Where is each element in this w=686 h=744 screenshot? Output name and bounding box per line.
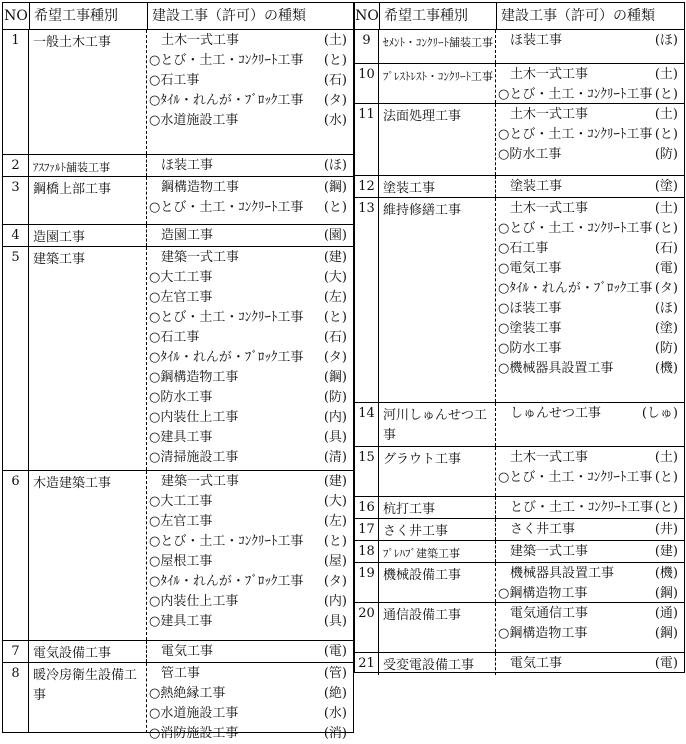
license-type-name: 管工事 [161,666,201,681]
license-type-item [496,339,684,359]
license-type-name: ○防水工事 [149,390,213,405]
license-type-abbrev: (具) [323,430,347,445]
license-type-item [496,654,684,674]
table-row [355,519,684,541]
license-type-item [147,408,353,428]
license-type-abbrev: (鋼) [654,586,678,601]
license-type-list [496,64,684,103]
right-body [355,30,684,675]
desired-work-type: 法面処理工事 [379,104,496,175]
license-type-list [496,30,684,63]
row-number: 8 [3,663,29,733]
license-type-name: ○清掃施設工事 [149,450,239,465]
license-type-item [147,532,353,552]
license-type-abbrev: (タ) [323,93,347,108]
license-type-abbrev: (大) [323,494,347,509]
row-number: 12 [355,176,379,197]
row-number: 13 [355,198,379,402]
license-type-abbrev: (と) [323,534,347,549]
license-type-name: とび・土工・ｺﾝｸﾘｰﾄ工事 [510,500,654,515]
table-row [3,225,353,247]
license-type-item [147,492,353,512]
desired-work-type: さく井工事 [379,519,496,540]
license-type-item [496,177,684,197]
license-type-abbrev: (ほ) [654,33,678,48]
license-type-name: ○とび・土工・ｺﾝｸﾘｰﾄ工事 [149,310,304,325]
license-type-name: 建築一式工事 [161,250,240,265]
license-type-list [496,198,684,402]
license-type-list [147,641,353,662]
table-row [355,603,684,653]
license-type-item [496,239,684,259]
license-type-item [496,85,684,105]
license-type-abbrev: (土) [654,107,678,122]
license-type-name: ○石工事 [498,241,549,256]
license-type-name: 建築一式工事 [161,474,240,489]
license-type-abbrev: (と) [323,53,347,68]
license-type-abbrev: (建) [323,474,347,489]
desired-work-type: 塗装工事 [379,176,496,197]
license-type-name: ○ﾀｲﾙ・れんが・ﾌﾞﾛｯｸ工事 [498,281,653,296]
license-type-item [496,404,684,424]
license-type-name: ○左官工事 [149,290,213,305]
license-type-abbrev: (しゅ) [641,406,678,421]
license-type-abbrev: (と) [654,127,678,142]
left-table [2,2,354,741]
license-type-item [147,704,353,724]
license-type-abbrev: (石) [323,73,347,88]
license-type-abbrev: (通) [654,606,678,621]
license-type-name: ○大工工事 [149,270,213,285]
desired-work-type: 建築工事 [29,247,147,470]
row-number: 19 [355,563,379,602]
license-type-abbrev: (と) [323,310,347,325]
license-type-item [496,359,684,379]
license-type-list [496,403,684,446]
license-type-abbrev: (左) [323,290,347,305]
license-type-abbrev: (土) [323,33,347,48]
license-type-abbrev: (と) [654,87,678,102]
license-type-name: ○とび・土工・ｺﾝｸﾘｰﾄ工事 [149,534,304,549]
license-type-abbrev: (園) [323,228,347,243]
license-type-name: さく井工事 [510,522,576,537]
license-type-name: ○とび・土工・ｺﾝｸﾘｰﾄ工事 [149,53,304,68]
license-type-abbrev: (左) [323,514,347,529]
desired-work-type: 造園工事 [29,225,147,246]
license-type-abbrev: (ほ) [654,301,678,316]
row-number: 6 [3,471,29,640]
license-type-name: 土木一式工事 [510,201,589,216]
license-type-name: 土木一式工事 [161,33,240,48]
license-type-item [147,512,353,532]
license-type-abbrev: (水) [323,113,347,128]
header-kind: 希望工事種別 [380,3,497,29]
license-type-abbrev: (タ) [323,350,347,365]
license-type-name: 造園工事 [161,228,214,243]
license-type-item [147,178,353,198]
license-type-abbrev: (電) [654,261,678,276]
license-type-list [496,653,684,675]
license-type-name: 電気工事 [510,656,563,671]
license-type-item [147,368,353,388]
license-type-item [147,612,353,632]
table-row [3,641,353,663]
license-type-abbrev: (電) [654,656,678,671]
license-type-item [147,198,353,218]
row-number: 20 [355,603,379,652]
license-type-abbrev: (鋼) [323,180,347,195]
license-type-name: ○ﾀｲﾙ・れんが・ﾌﾞﾛｯｸ工事 [149,93,304,108]
desired-work-type: グラウト工事 [379,447,496,496]
license-type-item [496,259,684,279]
row-number: 7 [3,641,29,662]
row-number: 2 [3,155,29,176]
license-type-name: ○内装仕上工事 [149,410,239,425]
license-type-abbrev: (と) [654,500,678,515]
license-type-item [147,348,353,368]
license-type-item [496,65,684,85]
license-type-item [147,51,353,71]
license-type-name: ○ﾀｲﾙ・れんが・ﾌﾞﾛｯｸ工事 [149,574,304,589]
license-type-abbrev: (電) [323,644,347,659]
desired-work-type: 河川しゅんせつ工事 [379,403,496,446]
table-row [355,563,684,603]
license-type-item [147,111,353,131]
desired-work-type: ｱｽﾌｧﾙﾄ舗装工事 [29,155,147,176]
license-type-name: ○鋼構造物工事 [498,626,588,641]
desired-work-type: 受変電設備工事 [379,653,496,675]
license-type-item [496,604,684,624]
license-type-list [147,471,353,640]
license-type-name: 電気工事 [161,644,214,659]
license-type-list [147,225,353,246]
license-type-item [496,219,684,239]
license-type-name: ○ﾀｲﾙ・れんが・ﾌﾞﾛｯｸ工事 [149,350,304,365]
license-type-item [496,498,684,518]
row-number: 21 [355,653,379,675]
desired-work-type: 維持修繕工事 [379,198,496,402]
license-type-abbrev: (土) [654,67,678,82]
license-type-name: しゅんせつ工事 [510,406,602,421]
license-type-list [496,497,684,518]
license-type-name: ○機械器具設置工事 [498,361,614,376]
table-row [355,497,684,519]
license-type-item [496,448,684,468]
header-no: NO [355,3,380,29]
header-kind: 希望工事種別 [30,3,148,29]
license-type-item [147,642,353,662]
table-row [355,653,684,675]
desired-work-type: 機械設備工事 [379,563,496,602]
license-type-list [496,519,684,540]
desired-work-type: 木造建築工事 [29,471,147,640]
license-type-item [147,684,353,704]
license-type-item [147,91,353,111]
license-type-abbrev: (機) [654,361,678,376]
license-type-abbrev: (タ) [323,574,347,589]
license-type-abbrev: (防) [654,341,678,356]
license-type-abbrev: (建) [654,544,678,559]
desired-work-type: ﾌﾟﾚﾊﾌﾞ建築工事 [379,541,496,562]
license-type-list [496,104,684,175]
row-number: 15 [355,447,379,496]
right-table [354,2,685,673]
license-type-list [496,447,684,496]
row-number: 18 [355,541,379,562]
header-work: 建設工事（許可）の種類 [501,8,655,24]
license-type-item [147,288,353,308]
license-type-abbrev: (鋼) [323,370,347,385]
license-type-item [147,724,353,744]
license-type-name: ○熱絶縁工事 [149,686,226,701]
license-type-abbrev: (石) [654,241,678,256]
license-type-item [147,572,353,592]
license-type-list [147,663,353,741]
license-type-name: 塗装工事 [510,179,563,194]
license-type-abbrev: (大) [323,270,347,285]
table-row [3,247,353,471]
table-row [355,30,684,64]
license-type-abbrev: (内) [323,594,347,609]
license-type-abbrev: (具) [323,614,347,629]
license-type-abbrev: (機) [654,566,678,581]
left-header [3,3,353,30]
row-number: 10 [355,64,379,103]
license-type-name: ○とび・土工・ｺﾝｸﾘｰﾄ工事 [498,127,653,142]
license-type-name: ○左官工事 [149,514,213,529]
license-type-abbrev: (石) [323,330,347,345]
license-type-name: ○防水工事 [498,341,562,356]
desired-work-type: 鋼橋上部工事 [29,177,147,224]
license-type-item [147,268,353,288]
license-type-abbrev: (ほ) [323,158,347,173]
license-type-item [147,592,353,612]
license-type-abbrev: (塗) [654,321,678,336]
license-type-name: ○石工事 [149,73,200,88]
license-type-item [147,226,353,246]
license-type-name: ○防水工事 [498,147,562,162]
license-type-name: ○とび・土工・ｺﾝｸﾘｰﾄ工事 [498,470,653,485]
license-type-name: ○大工工事 [149,494,213,509]
license-type-name: ○建具工事 [149,430,213,445]
license-type-list [147,247,353,470]
row-number: 5 [3,247,29,470]
license-type-item [147,31,353,51]
desired-work-type: 杭打工事 [379,497,496,518]
row-number: 14 [355,403,379,446]
license-type-abbrev: (土) [654,201,678,216]
license-type-name: ○水道施設工事 [149,113,239,128]
license-type-name: 土木一式工事 [510,67,589,82]
license-type-item [147,248,353,268]
row-number: 4 [3,225,29,246]
license-type-item [496,299,684,319]
license-type-abbrev: (鋼) [654,626,678,641]
table-row [355,104,684,176]
row-number: 16 [355,497,379,518]
table-row [355,403,684,447]
license-type-item [496,105,684,125]
license-type-name: ○内装仕上工事 [149,594,239,609]
license-type-name: ○石工事 [149,330,200,345]
row-number: 9 [355,30,379,63]
license-type-item [147,328,353,348]
license-type-abbrev: (建) [323,250,347,265]
license-type-item [147,448,353,468]
row-number: 17 [355,519,379,540]
table-row [3,30,353,155]
license-type-name: 鋼構造物工事 [161,180,240,195]
license-type-item [147,428,353,448]
license-type-list [147,30,353,154]
license-type-name: ○とび・土工・ｺﾝｸﾘｰﾄ工事 [149,200,304,215]
license-type-name: 電気通信工事 [510,606,589,621]
license-type-name: ほ装工事 [161,158,214,173]
license-type-name: ○鋼構造物工事 [498,586,588,601]
license-type-item [147,388,353,408]
license-type-name: ○水道施設工事 [149,706,239,721]
license-type-abbrev: (内) [323,410,347,425]
table-row [3,471,353,641]
license-type-item [496,520,684,540]
license-type-item [496,542,684,562]
license-type-name: ○鋼構造物工事 [149,370,239,385]
license-type-name: ○とび・土工・ｺﾝｸﾘｰﾄ工事 [498,87,653,102]
table-row [355,64,684,104]
license-type-abbrev: (と) [323,200,347,215]
license-type-item [496,125,684,145]
table-row [3,177,353,225]
license-type-item [496,584,684,604]
license-type-item [147,308,353,328]
license-type-name: ○屋根工事 [149,554,213,569]
license-type-name: ○ほ装工事 [498,301,562,316]
license-type-name: ○電気工事 [498,261,562,276]
license-type-abbrev: (消) [323,726,347,741]
desired-work-type: 電気設備工事 [29,641,147,662]
license-type-abbrev: (水) [323,706,347,721]
table-row [355,198,684,403]
license-type-name: 機械器具設置工事 [510,566,615,581]
license-type-item [496,145,684,165]
license-type-abbrev: (土) [654,450,678,465]
license-type-list [147,177,353,224]
row-number: 3 [3,177,29,224]
license-type-item [496,31,684,51]
table-row [355,541,684,563]
license-type-abbrev: (絶) [323,686,347,701]
license-type-abbrev: (管) [323,666,347,681]
desired-work-type: 一般土木工事 [29,30,147,154]
header-no: NO [3,3,30,29]
license-type-item [147,156,353,176]
desired-work-type: 暖冷房衛生設備工事 [29,663,147,733]
row-number: 11 [355,104,379,175]
license-type-item [496,279,684,299]
license-type-name: ほ装工事 [510,33,563,48]
license-type-name: ○消防施設工事 [149,726,239,741]
table-row [3,663,353,741]
left-body [3,30,353,741]
license-type-abbrev: (防) [323,390,347,405]
license-type-list [496,176,684,197]
license-type-list [496,563,684,602]
license-type-item [147,664,353,684]
license-type-item [496,564,684,584]
license-type-list [496,541,684,562]
license-type-name: 土木一式工事 [510,107,589,122]
license-type-item [496,319,684,339]
license-type-abbrev: (井) [654,522,678,537]
license-type-list [147,155,353,176]
license-type-abbrev: (タ) [654,281,678,296]
license-type-item [496,468,684,488]
license-type-name: ○とび・土工・ｺﾝｸﾘｰﾄ工事 [498,221,653,236]
license-type-abbrev: (防) [654,147,678,162]
table-row [3,155,353,177]
license-type-name: 土木一式工事 [510,450,589,465]
desired-work-type: ｾﾒﾝﾄ・ｺﾝｸﾘｰﾄ舗装工事 [379,30,496,63]
license-type-abbrev: (清) [323,450,347,465]
license-type-name: ○建具工事 [149,614,213,629]
license-type-abbrev: (と) [654,470,678,485]
license-type-abbrev: (と) [654,221,678,236]
right-header [355,3,684,30]
table-row [355,447,684,497]
license-type-list [496,603,684,652]
desired-work-type: ﾌﾟﾚｽﾄﾚｽﾄ・ｺﾝｸﾘｰﾄ工事 [379,64,496,103]
license-type-name: 建築一式工事 [510,544,589,559]
header-work: 建設工事（許可）の種類 [152,8,306,24]
row-number: 1 [3,30,29,154]
license-type-item [496,199,684,219]
license-type-item [147,472,353,492]
license-type-item [147,552,353,572]
license-type-item [147,71,353,91]
desired-work-type: 通信設備工事 [379,603,496,652]
license-type-abbrev: (塗) [654,179,678,194]
license-type-abbrev: (屋) [323,554,347,569]
license-type-name: ○塗装工事 [498,321,562,336]
table-row [355,176,684,198]
license-type-item [496,624,684,644]
